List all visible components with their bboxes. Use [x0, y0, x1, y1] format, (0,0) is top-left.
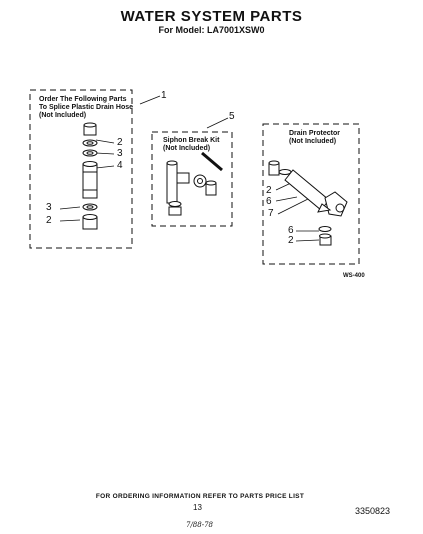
siphon-break-parts: [167, 153, 222, 215]
leader-1: [140, 96, 160, 104]
callout-left-2-top: 2: [117, 137, 123, 148]
page-number: 13: [193, 503, 202, 512]
drain-protector-label: Drain Protector (Not Included): [289, 130, 340, 145]
dp-washer-bottom: [319, 227, 331, 232]
page-title: WATER SYSTEM PARTS: [120, 8, 303, 25]
siphon-break-label: Siphon Break Kit (Not Included): [163, 137, 220, 152]
tee-fitting: [167, 163, 177, 203]
callout-left-3-top: 3: [117, 148, 123, 159]
dp-washer-top: [279, 170, 291, 175]
hose-splice-parts: [83, 123, 97, 229]
callout-left-4: 4: [117, 160, 123, 171]
callout-right-2-bottom: 2: [288, 235, 294, 246]
model-line: For Model: LA7001XSW0: [158, 25, 265, 35]
callout-right-6-top: 6: [266, 196, 272, 207]
siphon-tube: [202, 153, 222, 170]
callout-left-3-bottom: 3: [46, 202, 52, 213]
callout-right-7: 7: [268, 208, 274, 219]
order-info: FOR ORDERING INFORMATION REFER TO PARTS PRICE LIST: [95, 493, 305, 500]
callout-right-6-bottom: 6: [288, 225, 294, 236]
callout-left-2-bottom: 2: [46, 215, 52, 226]
callout-right-2-top: 2: [266, 185, 272, 196]
figure-code: WS-400: [343, 273, 365, 279]
hose-splice-label: Order The Following Parts To Splice Plastic Drain Hose (Not Included): [39, 96, 134, 119]
leader-5: [207, 118, 228, 128]
drain-protector-parts: [269, 161, 347, 245]
coupler: [83, 164, 97, 198]
handwritten-date: 7/88-78: [186, 521, 213, 529]
part-number: 3350823: [355, 506, 391, 516]
callout-5: 5: [229, 111, 235, 122]
callout-1: 1: [161, 90, 167, 101]
